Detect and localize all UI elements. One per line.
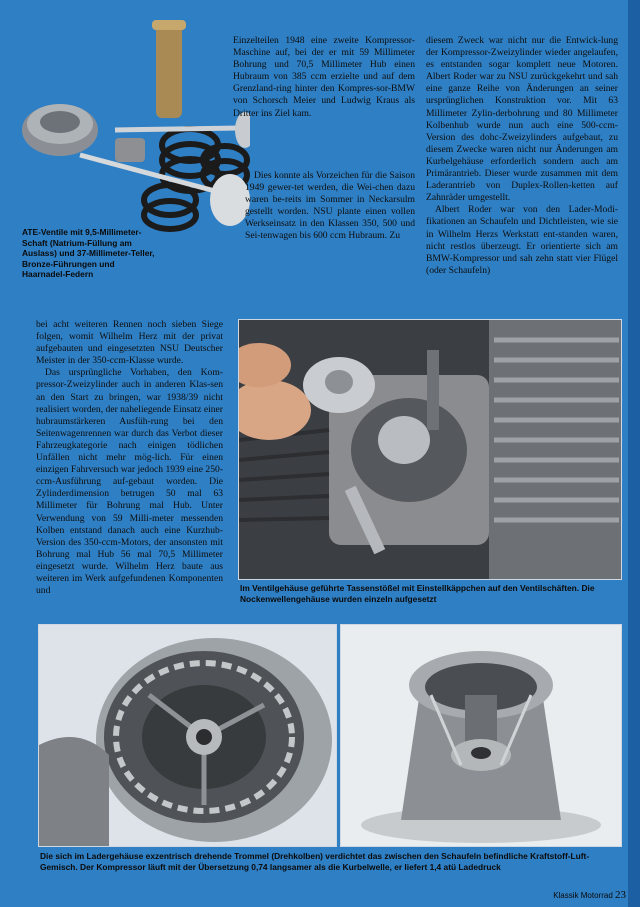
text-column-top-right bbox=[426, 35, 618, 277]
text-column-top-middle bbox=[233, 35, 415, 120]
paragraph: Das ursprüngliche Vorhaben, den Kom-pressor-Zweizylinder auch in anderen Klas-sen an den Start zu bringen, war 1938/39 nicht realisiert worden, der naheliegende Einsatz einer hubraumstärkeren Ausfüh-rung bei den Seitenwagenrennen war durch das Verbot dieser Fahrzeugkategorie nach einigen tödlichen Unfällen nicht mehr mög-lich. Für einen einzigen Fahrversuch war jedoch 1939 eine 250-ccm-Ausführung auf-gebaut worden. Die Zylinderdimension betrugen 50 mal 63 Millimeter für Bohrung mal Hub. Unter Verwendung von 59 Milli-meter messenden Kolben entstand danach auch eine Kurzhub-Version des 350-ccm-Motors, der ansonsten mit Bohrung mal Hub 56 mal 70,5 Millimeter eingesetzt wurde. Wilhelm Herz baute aus weiteren im Werk aufgefundenen Komponenten und bbox=[36, 367, 224, 597]
text-column-top-middle-2 bbox=[245, 170, 415, 243]
cylinder-head-photo bbox=[238, 319, 622, 580]
caption-valves: ATE-Ventile mit 9,5-Millimeter-Schaft (Natrium-Füllung am Auslass) und 37-Millimeter-Teller, Bronze-Führungen und Haarnadel-Federn bbox=[22, 227, 155, 280]
supercharger-housing-photo-left bbox=[38, 624, 337, 847]
paragraph: Einzelteilen 1948 eine zweite Kompressor-Maschine auf, bei der er mit 59 Millimeter Bohrung und 70,5 Millimeter Hub einen Hubraum von 385 ccm erzielte und auf dem Grenzland-ring hinter den Kompres-sor-BMW von Schorsch Meier und Ludwig Kraus als Dritter ins Ziel kam. bbox=[233, 35, 415, 119]
text-column-left bbox=[36, 319, 223, 597]
valves-photo bbox=[20, 10, 250, 235]
paragraph: Dies konnte als Vorzeichen für die Saison 1949 gewer-tet werden, die Wei-chen dazu waren be-reits im Sommer in Neckarsulm gestellt worden. NSU plante einen vollen Werkseinsatz in den Klassen 350, 500 und Sei-tenwagen bis 600 ccm Hubraum. Zu bbox=[245, 170, 415, 242]
supercharger-housing-photo-right bbox=[340, 624, 622, 847]
paragraph: Albert Roder war von den Lader-Modi-fikationen an Schaufeln und Dichtleisten, wie sie in Wilhelm Herzs Werkstatt ent-standen waren, nicht restlos überzeugt. Er orientierte sich am BMW-Kompressor und sah zehn statt vier Flügel (oder Schaufeln) bbox=[426, 204, 618, 276]
paragraph: diesem Zweck war nicht nur die Entwick-lung der Kompressor-Zweizylinder wieder angelaufen, es entstanden sogar komplett neue Motoren. Albert Roder war zu NSU zurückgekehrt und sah eine ganze Reihe von Änderungen an seiner ursprünglichen Konstruktion vor. Mit 63 Millimeter Zylin-derbohrung und 80 Millimeter Kolbenhub wurde nun auch eine 500-ccm-Version des dohc-Zweizylinders aufgebaut, zu diesem Zwecke waren nicht nur Änderungen am Kurbelgehäuse erforderlich sondern auch am Primärantrieb. Dieser wurde zusammen mit dem Laderantrieb von Duplex-Rollen-ketten auf Zahnräder umgestellt. bbox=[426, 35, 618, 204]
page-number: 23 bbox=[615, 889, 626, 901]
caption-bottom: Die sich im Ladergehäuse exzentrisch drehende Trommel (Drehkolben) verdichtet das zwischen den Schaufeln befindliche Kraftstoff-Luft-Gemisch. Der Kompressor läuft mit der Übersetzung 0,74 langsamer als die Kurbelwelle, er liefert 1,4 atü Ladedruck bbox=[40, 851, 590, 872]
page-edge-bar bbox=[628, 0, 640, 907]
paragraph: bei acht weiteren Rennen noch sieben Siege folgen, womit Wilhelm Herz mit der privat aufgebauten und eingesetzten NSU Deutscher Meister in der 350-ccm-Klasse wurde. bbox=[36, 319, 223, 367]
caption-head: Im Ventilgehäuse geführte Tassenstößel mit Einstellkäppchen auf den Ventilschäften. Die Nockenwellengehäuse wurden einzeln aufgesetzt bbox=[240, 583, 595, 604]
magazine-name: Klassik Motorrad bbox=[553, 891, 613, 900]
page-footer bbox=[553, 889, 626, 901]
